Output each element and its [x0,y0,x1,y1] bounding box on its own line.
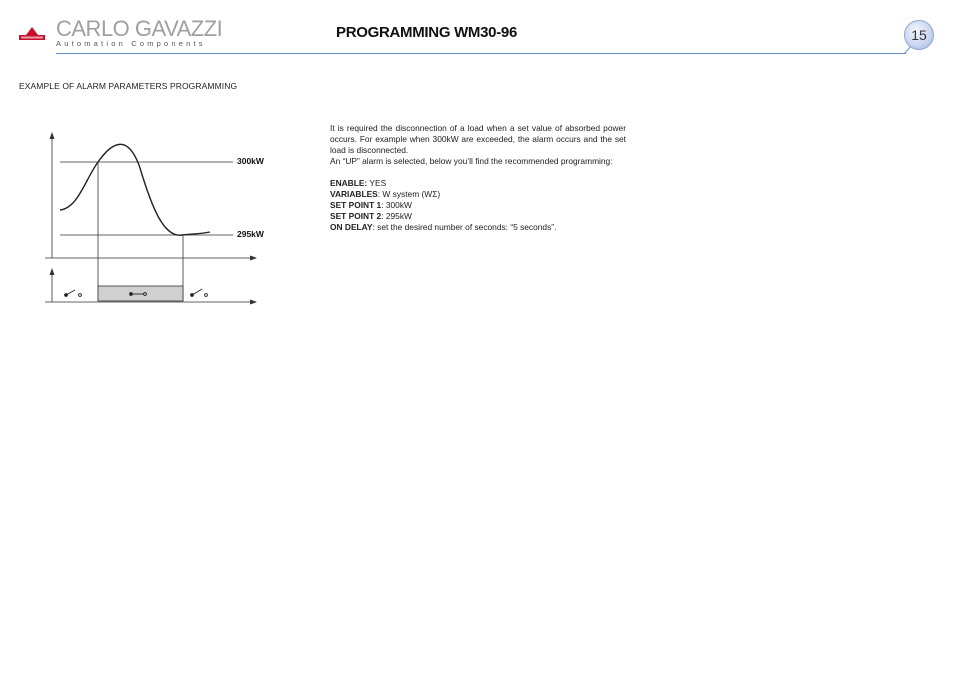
relay-active-region [98,286,183,301]
param-enable: ENABLE: YES [330,178,387,188]
power-curve [60,144,210,235]
param-set-point-1: SET POINT 1: 300kW [330,200,412,210]
page-number-badge: 15 [904,20,934,50]
description-paragraph: An “UP” alarm is selected, below you’ll find the recommended programming: [330,156,613,166]
alarm-diagram [40,128,280,310]
carlo-gavazzi-logo-icon [18,27,46,43]
relay-open-contact-icon [191,289,208,296]
section-title: EXAMPLE OF ALARM PARAMETERS PROGRAMMING [19,81,238,91]
param-on-delay: ON DELAY: set the desired number of seconds: “5 seconds”. [330,222,557,232]
param-set-point-2: SET POINT 2: 295kW [330,211,412,221]
header-rule [56,53,906,54]
label-295kw: 295kW [237,229,264,239]
brand-subtitle: Automation Components [56,39,206,48]
upper-x-arrow [250,256,257,261]
label-300kw: 300kW [237,156,264,166]
lower-y-arrow [50,268,55,275]
upper-y-arrow [50,132,55,139]
brand [56,18,222,48]
description [330,123,626,233]
param-variables: VARIABLES: W system (WΣ) [330,189,441,199]
relay-open-contact-icon [65,290,82,296]
page-title: PROGRAMMING WM30-96 [336,24,517,41]
brand-name: CARLO GAVAZZI [56,16,223,41]
lower-x-arrow [250,300,257,305]
description-paragraph: It is required the disconnection of a load when a set value of absorbed power occurs. For example when 300kW are exceeded, the alarm occurs and the set load is disconnected. [330,123,626,155]
